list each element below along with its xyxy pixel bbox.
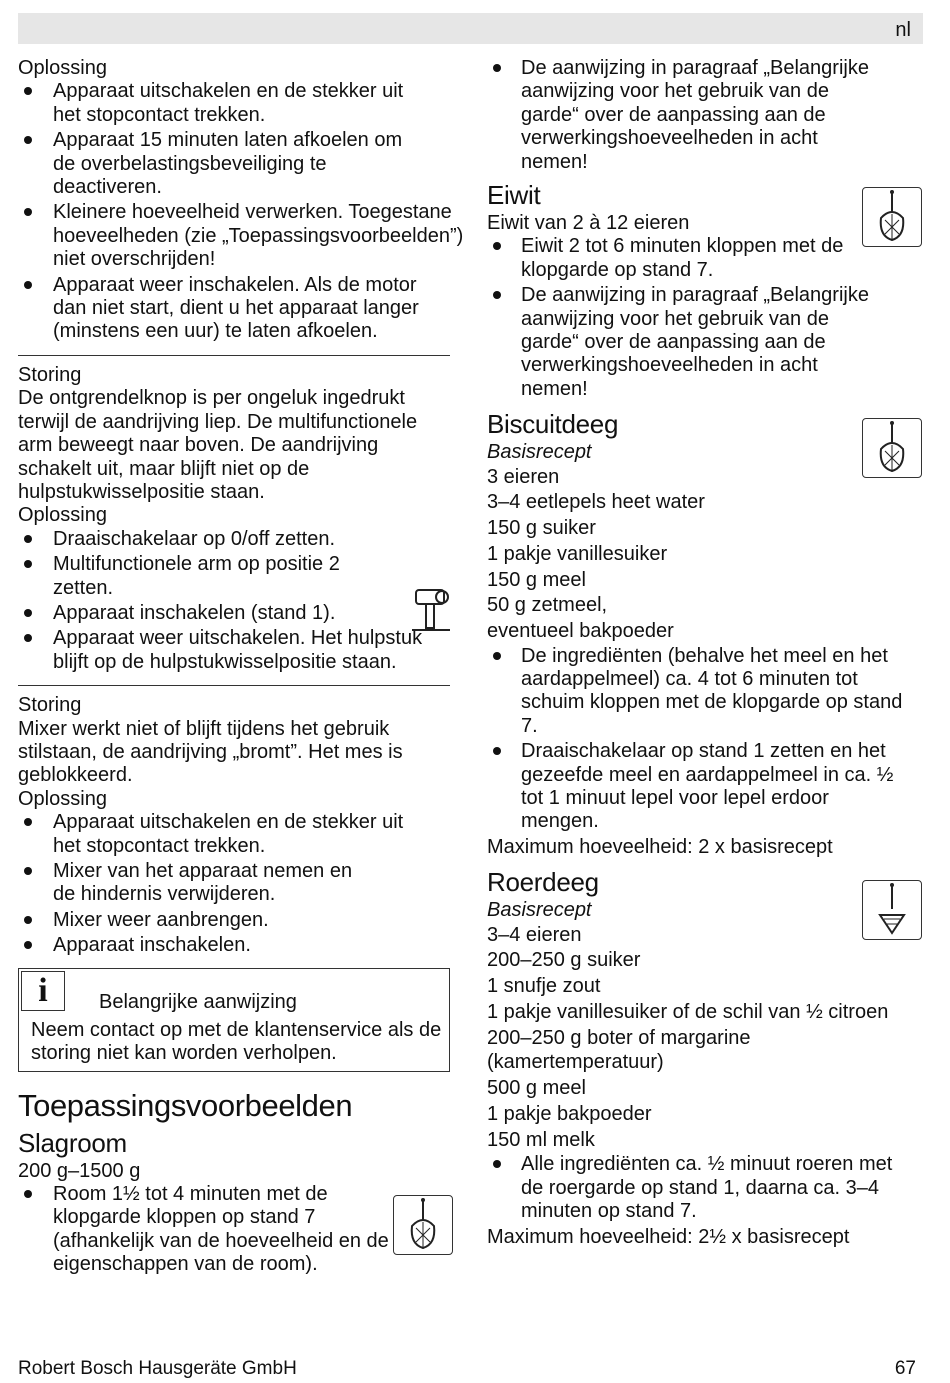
solution-heading: Oplossing [18,57,107,79]
whisk-icon [862,187,922,247]
ingredient: 200–250 g boter of margarine (kamertemperatuur) [487,1027,751,1073]
solution-heading: Oplossing [18,504,107,527]
ingredient: 150 ml melk [487,1128,595,1151]
max-amount [487,1226,927,1249]
recipe-subtitle: Basisrecept [487,441,592,464]
list-item: Alle ingrediënten ca. ½ minuut roeren met de roergarde op stand 1, daarna ca. 3–4 minuten op stand 7. [487,1153,901,1223]
language-label: nl [895,19,911,41]
page-number: 67 [894,1358,916,1379]
ingredient: 150 g suiker [487,517,596,540]
left-column [18,57,464,1279]
note-text: Neem contact op met de klantenservice als de storing niet kan worden verholpen. [31,1018,442,1065]
list-item: Apparaat inschakelen. [18,934,450,957]
ingredient: 3–4 eetlepels heet water [487,491,705,514]
recipe-amount: 200 g–1500 g [18,1159,141,1182]
list-item: Draaischakelaar op 0/off zetten. [18,528,450,551]
important-note [18,968,450,1072]
mixer-arm-icon [408,586,454,634]
list-item: Multifunctionele arm op positie 2 zetten. [18,553,383,600]
list-item: De aanwijzing in paragraaf „Belangrijke aanwijzing voor het gebruik van de garde“ over de aanpassing aan de verwerkingshoeveelheden in acht nemen! [487,284,881,401]
ingredient: 3–4 eieren [487,923,582,946]
recipe-title: Eiwit [487,180,541,211]
list-item: Apparaat weer uitschakelen. Het hulpstuk blijft op de hulpstukwisselpositie staan. [18,627,443,674]
right-column [487,57,927,1249]
max-amount-label: Maximum hoeveelheid: [487,835,693,858]
fault-description: Mixer werkt niet of blijft tijdens het gebruik stilstaan, de aandrijving „bromt”. Het mes is geblokkeerd. [18,717,403,787]
list-item: Apparaat weer inschakelen. Als de motor dan niet start, dient u het apparaat langer (minstens een uur) te laten afkoelen. [18,274,453,344]
ingredient: 1 pakje vanillesuiker [487,542,668,565]
ingredient: 1 pakje bakpoeder [487,1103,652,1125]
ingredient: 150 g meel [487,568,586,591]
list-item: Mixer weer aanbrengen. [18,909,450,932]
whisk-icon [393,1195,453,1255]
recipe-amount: Eiwit van 2 à 12 eieren [487,212,690,235]
list-item: De aanwijzing in paragraaf „Belangrijke aanwijzing voor het gebruik van de garde“ over de aanpassing aan de verwerkingshoeveelheden in acht nemen! [487,57,881,174]
info-icon: i [21,971,65,1011]
solution-heading: Oplossing [18,787,107,810]
fault-heading: Storing [18,694,82,717]
header-bar [18,13,923,44]
divider [18,355,450,356]
fault-heading: Storing [18,363,82,386]
whisk-icon [862,418,922,478]
ingredient: 1 pakje vanillesuiker of de schil van ½ citroen [487,1000,889,1023]
divider [18,685,450,686]
max-amount [487,836,927,859]
list-item: Mixer van het apparaat nemen en de hindernis verwijderen. [18,860,373,907]
list-item: Apparaat inschakelen (stand 1). [18,602,450,625]
list-item: Room 1½ tot 4 minuten met de klopgarde kloppen op stand 7 (afhankelijk van de hoeveelheid en de eigenschappen van de room). [18,1183,413,1277]
recipe-subtitle: Basisrecept [487,899,592,922]
max-amount-value: 2½ x basisrecept [692,1225,850,1248]
max-amount-value: 2 x basisrecept [692,835,833,858]
section-title: Toepassingsvoorbeelden [18,1087,353,1123]
list-item: Kleinere hoeveelheid verwerken. Toegestane hoeveelheden (zie „Toepassingsvoorbeelden”) niet overschrijden! [18,201,473,271]
fault-description: De ontgrendelknop is per ongeluk ingedrukt terwijl de aandrijving liep. De multifunctionele arm beweegt naar boven. De aandrijving schakelt uit, maar blijft niet op de hulpstukwisselpositie staan. [18,387,418,503]
list-item: De ingrediënten (behalve het meel en het aardappelmeel) ca. 4 tot 6 minuten tot schuim kloppen met de klopgarde op stand 7. [487,645,921,739]
ingredient: 3 eieren [487,465,560,488]
recipe-title: Roerdeeg [487,867,599,898]
list-item: Draaischakelaar op stand 1 zetten en het gezeefde meel en aardappelmeel in ca. ½ tot 1 minuut lepel voor lepel erdoor mengen. [487,740,901,834]
list-item: Apparaat uitschakelen en de stekker uit het stopcontact trekken. [18,811,423,858]
ingredient: 50 g zetmeel, [487,594,608,617]
ingredient: 1 snufje zout [487,975,601,998]
list-item: Apparaat uitschakelen en de stekker uit het stopcontact trekken. [18,80,423,127]
note-title: Belangrijke aanwijzing [99,990,297,1013]
ingredient: 200–250 g suiker [487,949,641,972]
recipe-title: Slagroom [18,1127,127,1158]
list-item: Eiwit 2 tot 6 minuten kloppen met de klopgarde op stand 7. [487,235,861,282]
ingredient: eventueel bakpoeder [487,619,674,642]
stirring-paddle-icon [862,880,922,940]
list-item: Apparaat 15 minuten laten afkoelen om de overbelastingsbeveiliging te deactiveren. [18,129,423,199]
ingredient: 500 g meel [487,1077,586,1100]
max-amount-label: Maximum hoeveelheid: [487,1225,693,1248]
recipe-title: Biscuitdeeg [487,409,619,440]
footer-company: Robert Bosch Hausgeräte GmbH [18,1358,297,1379]
